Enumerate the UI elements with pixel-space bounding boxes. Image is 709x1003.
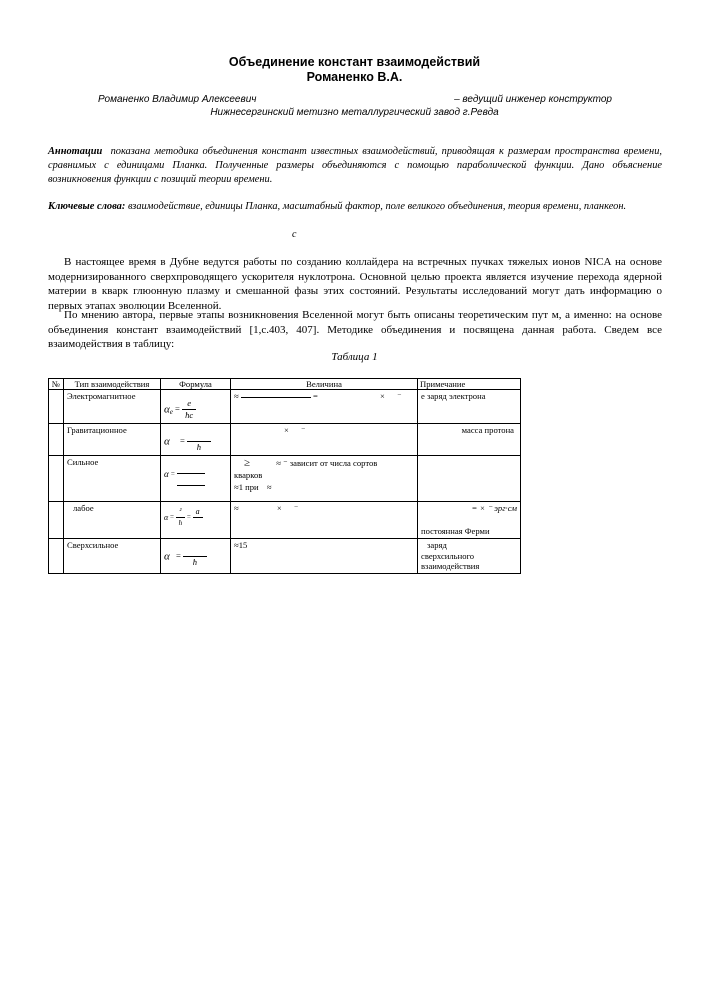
cell-note: масса протона (418, 424, 521, 456)
table-row (49, 424, 521, 456)
author-position: – ведущий инженер конструктор (454, 94, 612, 105)
cell-value: ≈15 (231, 539, 418, 574)
cell-note: заряд сверхсильного взаимодействия (418, 539, 521, 574)
author-short: Романенко В.А. (306, 70, 403, 84)
cell-type: лабое (64, 502, 161, 539)
cell-value: × ⁻ (231, 424, 418, 456)
cell-note: e заряд электрона (418, 390, 521, 424)
header-note: Примечание (418, 379, 521, 390)
table-header-row (49, 379, 521, 390)
author-line (98, 94, 612, 105)
body-paragraph-1: В настоящее время в Дубне ведутся работы по созданию коллайдера на встречных пучках тяжелых ионов NICA на основе модернизированного сверхпроводящего ускорителя нуклотрона. Основной целью проекта является изучение перехода ядерной материи в кварк глюонную плазму и смешанной фазы этих состояний. Результаты исследований могут дать информацию о первых этапах эволюции Вселенной. (48, 256, 662, 312)
author-full-name: Романенко Владимир Алексеевич (98, 94, 257, 105)
abstract-label: Аннотации (48, 146, 103, 157)
cell-formula: α = ħ (161, 424, 231, 456)
table-caption: Таблица 1 (331, 351, 378, 363)
cell-type: Гравитационное (64, 424, 161, 456)
affiliation: Нижнесергинский метизно металлургический завод г.Ревда (210, 107, 499, 118)
cell-value: ≈ = × ⁻ (231, 390, 418, 424)
header-formula: Формула (161, 379, 231, 390)
cell-formula: α = (161, 456, 231, 502)
cell-note: = × ⁻ эрг·см постоянная Ферми (418, 502, 521, 539)
cell-type: Сильное (64, 456, 161, 502)
table-row (49, 502, 521, 539)
header-number: № (49, 379, 64, 390)
keywords-label: Ключевые слова: (48, 201, 126, 212)
cell-formula: α = ħ (161, 539, 231, 574)
interactions-table (48, 378, 521, 574)
cell-type: Электромагнитное (64, 390, 161, 424)
keywords-text: взаимодействие, единицы Планка, масштабный фактор, поле великого объединения, теория времени, планкеон. (127, 201, 627, 212)
cell-value: ≥ ≈ ⁻ зависит от числа сортов кварков ≈1 при ≈ (231, 456, 418, 502)
table-row (49, 390, 521, 424)
paper-title: Объединение констант взаимодействий (228, 55, 481, 69)
abstract-text: показана методика объединения констант известных взаимодействий, приводящая к размерам пространства времени, сравнимых с единицами Планка. Полученные размеры объединяются с помощью параболической функции. Дано объяснение возникновения функции с позиций теории времени. (48, 146, 662, 186)
cell-type: Сверхсильное (64, 539, 161, 574)
cell-formula: α = $\frac{\text{²}}{ħ}$ = a (161, 502, 231, 539)
header-type: Тип взаимодействия (64, 379, 161, 390)
stray-character: с (292, 229, 297, 240)
abstract (48, 145, 662, 188)
table-row (49, 539, 521, 574)
header-value: Величина (231, 379, 418, 390)
table-row (49, 456, 521, 502)
body-paragraph-2: По мнению автора, первые этапы возникновения Вселенной могут быть описаны теоретическим пут м, а именно: на основе объединения констант взаимодействий [1,с.403, 407]. Методике объединения и посвящена данная работа. Сведем все взаимодействия в таблицу: (48, 309, 662, 351)
cell-value: ≈ × ⁻ (231, 502, 418, 539)
keywords (48, 200, 662, 214)
cell-note (418, 456, 521, 502)
cell-formula: $\alpha_e$ = $\frac{e}{ħc}$ (161, 390, 231, 424)
